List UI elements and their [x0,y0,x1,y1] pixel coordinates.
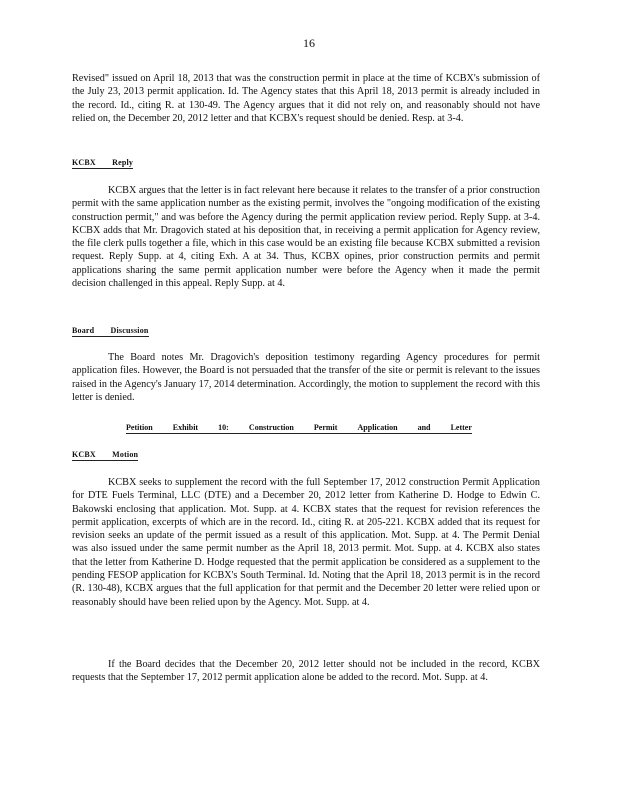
kcbx-request-block [72,658,540,685]
kcbx-reply-block [72,184,540,290]
board-discussion-block [72,351,540,404]
heading-word: Petition [126,423,153,432]
heading-word: Permit [313,423,338,432]
heading-word: Exhibit [172,423,199,432]
kcbx-motion-paragraph: KCBX seeks to supplement the record with the full September 17, 2012 construction Permit Application for DTE Fuels Terminal, LLC (DTE) and a December 20, 2012 letter from Katherine D. Hodge to Edwin C. Bakowski enclosing that application. Mot. Supp. at 4. KCBX states that the request for revision references the permit application, excerpts of which are in the record. Id., citing R. at 205-221. KCBX added that its request for revision seeks an update of the permit issued as a result of this application. Mot. Supp. at 4. The Permit Denial was also issued under the same permit number as the April 18, 2013 permit. Mot. Supp. at 4. KCBX also states that the letter from Katherine D. Hodge requested that the permit application be considered as a supplement to the pending FESOP application for KCBX's South Terminal. Id. Noting that the April 18, 2013 permit is in the record (R. 130-48), KCBX argues that the full application for that permit and the December 20 letter were relied upon or reasonably should have been relied upon by the Agency. Mot. Supp. at 4. [72,477,540,608]
intro-block [72,72,540,125]
intro-paragraph: Revised" issued on April 18, 2013 that was the construction permit in place at the time of KCBX's submission of the July 23, 2013 permit application. Id. The Agency states that this April 18, 2013 permit is already included in the record. Id., citing R. at 130-49. The Agency argues that it did not rely on, and reasonably should not have relied on, the December 20, 2012 letter and that KCBX's request should be denied. Resp. at 3-4. [72,73,540,124]
board-discussion-paragraph: The Board notes Mr. Dragovich's deposition testimony regarding Agency procedures for permit application files. However, the Board is not persuaded that the transfer of the site or permit is relevant to the issues raised in the Agency's January 17, 2014 determination. Accordingly, the motion to supplement the record with this letter is denied. [72,352,540,403]
section-heading-kcbx-motion: KCBX Motion [72,450,139,459]
kcbx-motion-block [72,476,540,609]
petition-exhibit-heading [126,423,472,434]
heading-word: Application [357,423,398,432]
heading-word: Construction [248,423,294,432]
section-heading-board-discussion: Board Discussion [72,326,149,335]
kcbx-request-paragraph: If the Board decides that the December 20, 2012 letter should not be included in the record, KCBX requests that the September 17, 2012 permit application alone be added to the record. Mot. Supp. at 4. [72,659,540,684]
page-number: 16 [303,36,315,50]
heading-word: 10: [218,423,229,432]
kcbx-reply-paragraph: KCBX argues that the letter is in fact relevant here because it relates to the transfer of a prior construction permit with the same application number as the existing permit, involves the "ongoing modification of the existing construction permit," and was before the Agency during the permit application review period. Reply Supp. at 3-4. KCBX adds that Mr. Dragovich stated at his deposition that, in receiving a permit application for Agency review, the file clerk pulls together a file, which in this case would be an existing file because KCBX submitted a revision request. Reply Supp. at 4, citing Exh. A at 34. Thus, KCBX opines, prior construction permits and permit applications sharing the same permit application number were before the Agency when it made the permit decision challenged in this appeal. Reply Supp. at 4. [72,185,540,290]
section-heading-kcbx-reply: KCBX Reply [72,158,134,167]
heading-word: Letter [450,423,472,432]
heading-word: and [417,423,431,432]
